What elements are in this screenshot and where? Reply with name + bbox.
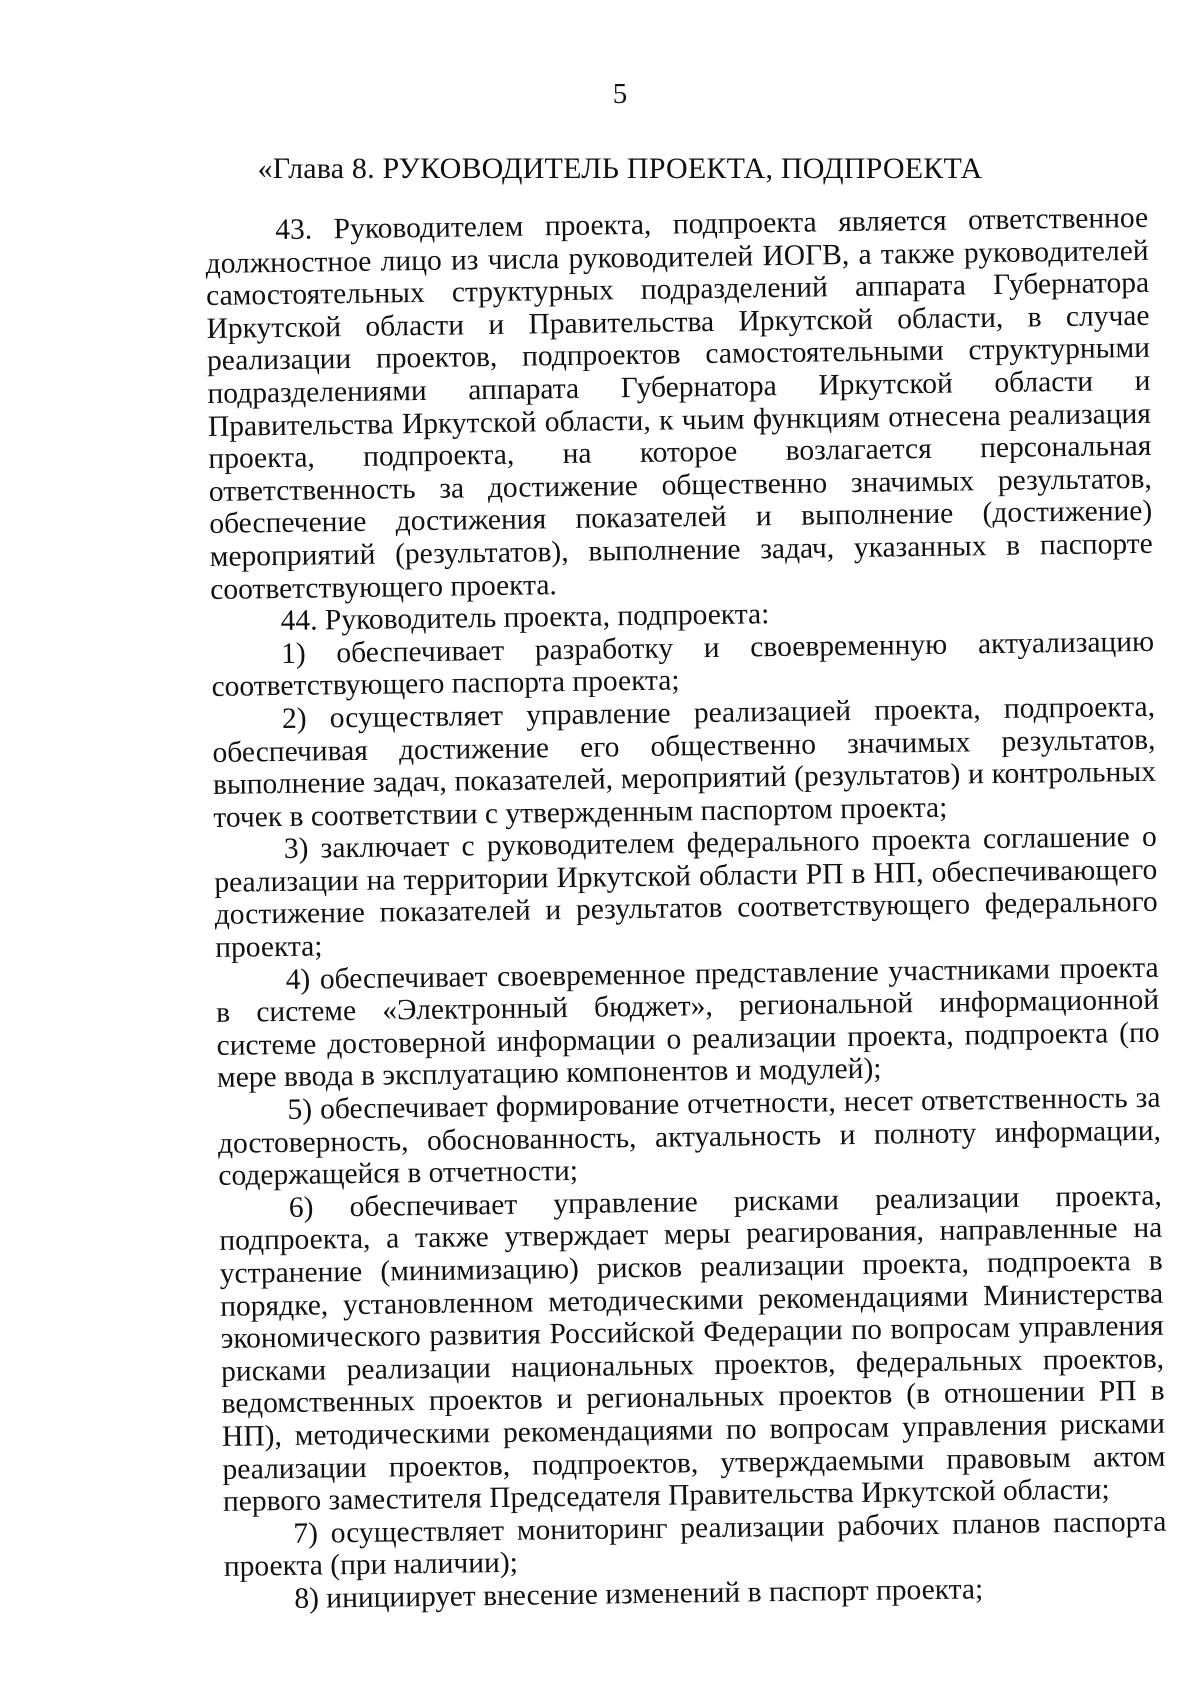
body-text [205, 202, 1167, 1617]
paragraph-43: 43. Руководителем проекта, подпроекта является ответственное должностное лицо из числа руководителей ИОГВ, а также руководителей самостоятельных структурных подразделений аппарата Губернатора Иркутской области и Правительства Иркутской области, в случае реализации проектов, подпроектов самостоятельными структурными подразделениями аппарата Губернатора Иркутской области и Правительства Иркутской области, к чьим функциям отнесена реализация проекта, подпроекта, на которое возлагается персональная ответственность за достижение общественно значимых результатов, обеспечение достижения показателей и выполнение (достижение) мероприятий (результатов), выполнение задач, указанных в паспорте соответствующего проекта. [205, 201, 1153, 606]
paragraph-44: 44. Руководитель проекта, подпроекта: [280, 598, 770, 638]
list-item-6: 6) обеспечивает управление рисками реализации проекта, подпроекта, а также утверждает меры реагирования, направленные на устранение (минимизацию) рисков реализации проекта, подпроекта в порядке, установленном методическими рекомендациями Министерства экономического развития Российской Федерации по вопросам управления рисками реализации национальных проектов, федеральных проектов, ведомственных проектов и региональных проектов (в отношении РП в НП), методическими рекомендациями по вопросам управления рисками реализации проектов, подпроектов, утверждаемыми правовым актом первого заместителя Председателя Правительства Иркутской области; [219, 1179, 1166, 1519]
list-item-4: 4) обеспечивает своевременное представление участниками проекта в системе «Электронный бюджет», региональной информационной системе достоверной информации о реализации проекта, подпроекта (по мере ввода в эксплуатацию компонентов и модулей); [215, 951, 1160, 1095]
list-item-7: 7) осуществляет мониторинг реализации рабочих планов паспорта проекта (при наличии); [223, 1505, 1167, 1584]
list-item-8: 8) инициирует внесение изменений в паспорт проекта; [294, 1573, 984, 1615]
page-number: 5 [612, 78, 628, 110]
list-item-1: 1) обеспечивает разработку и своевременную актуализацию соответствующего паспорта проекта; [211, 625, 1155, 704]
chapter-title: «Глава 8. РУКОВОДИТЕЛЬ ПРОЕКТА, ПОДПРОЕКТА [257, 152, 983, 185]
list-item-3: 3) заключает с руководителем федерального проекта соглашение о реализации на территории Иркутской области РП в НП, обеспечивающего достижение показателей и результатов соответствующего федерального проекта; [214, 821, 1158, 964]
list-item-5: 5) обеспечивает формирование отчетности, несет ответственность за достоверность, обоснованность, актуальность и полноту информации, содержащейся в отчетности; [217, 1081, 1162, 1193]
list-item-2: 2) осуществляет управление реализацией проекта, подпроекта, обеспечивая достижение его общественно значимых результатов, выполнение задач, показателей, мероприятий (результатов) и контрольных точек в соответствии с утвержденным паспортом проекта; [212, 690, 1157, 834]
